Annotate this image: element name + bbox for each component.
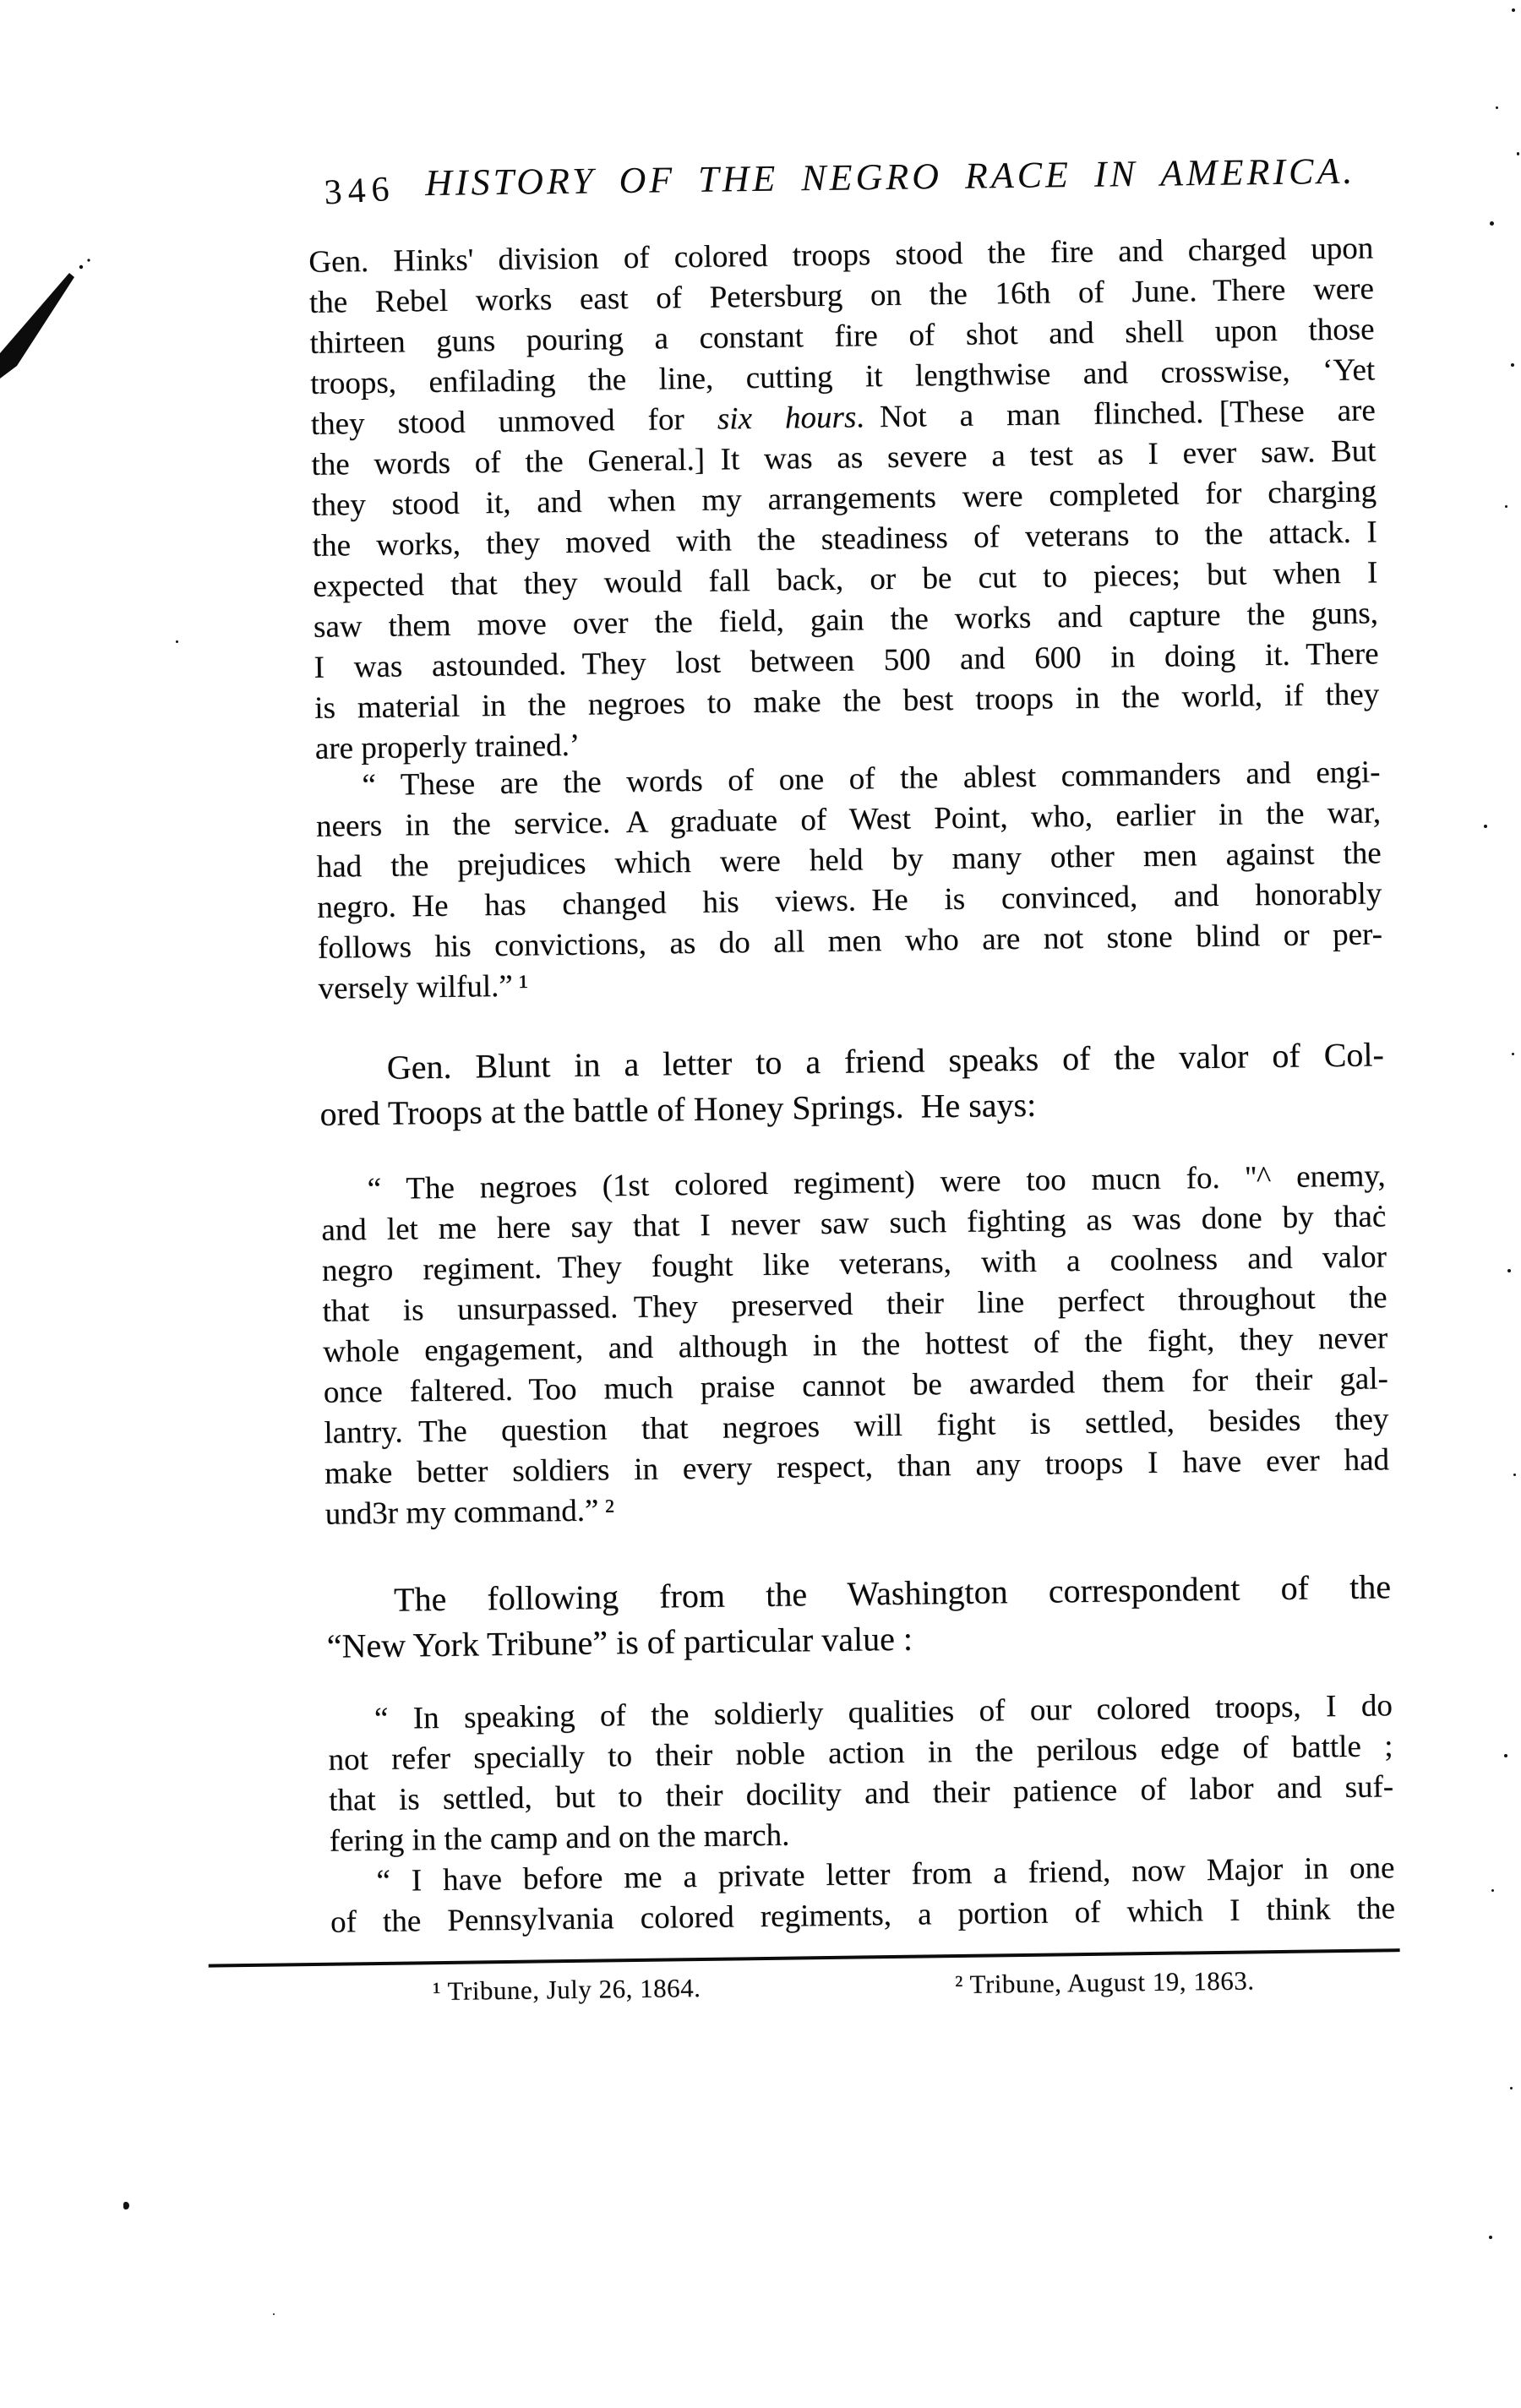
text-line: whole engagement, and although in the hottest of the fight, they never	[322, 1321, 1388, 1370]
scan-speck	[1512, 8, 1515, 12]
scan-speck	[1489, 2236, 1492, 2239]
text-line: ored Troops at the battle of Honey Springs. He says:	[319, 1085, 1037, 1133]
text-line: “ These are the words of one of the ablest commanders and engi-	[362, 755, 1381, 804]
paragraph	[319, 1032, 1385, 1136]
paragraph	[320, 1156, 1390, 1534]
text-line: “ In speaking of the soldierly qualities of our colored troops, I do	[373, 1688, 1393, 1737]
text-line: I was astounded. They lost between 500 and 600 in doing it. There	[313, 636, 1379, 685]
running-header	[323, 150, 1356, 213]
text-line: und3r my command.” ²	[324, 1493, 615, 1532]
text-line: versely wilful.” ¹	[318, 968, 529, 1006]
footnote-left: ¹ Tribune, July 26, 1864.	[432, 1973, 701, 2007]
text-line: neers in the service. A graduate of West Point, who, earlier in the war,	[315, 795, 1382, 844]
text-line: “ I have before me a private letter from a friend, now Major in one	[376, 1850, 1395, 1899]
scan-speck	[1513, 1474, 1516, 1476]
text-line: follows his convictions, as do all men who are not stone blind or per-	[317, 917, 1383, 966]
text-line: The following from the Washington correspondent of the	[393, 1567, 1392, 1619]
scan-speck	[1491, 1889, 1494, 1892]
paragraph	[330, 1848, 1395, 1942]
text-line: thirteen guns pouring a constant fire of shot and shell upon those	[309, 312, 1375, 361]
scan-speck	[1507, 1269, 1511, 1272]
scan-speck	[123, 2202, 129, 2209]
scan-speck	[1504, 1754, 1507, 1757]
footnote-right: ² Tribune, August 19, 1863.	[954, 1965, 1255, 2000]
scan-speck	[1484, 825, 1487, 828]
text-line: “ The negroes (1st colored regiment) were too mucn fo. ''^ enemy,	[367, 1158, 1386, 1207]
text-line: is material in the negroes to make the best troops in the world, if they	[314, 677, 1380, 726]
text-line: negro. He has changed his views. He is convinced, and honorably	[317, 876, 1382, 925]
text-line: and let me here say that I never saw such fighting as was done by thaċ	[321, 1199, 1387, 1248]
text-line: expected that they would fall back, or be cut to pieces; but when I	[313, 555, 1378, 604]
text-line: they stood unmoved for six hours. Not a man flinched. [These are	[310, 393, 1377, 442]
text-line: fering in the camp and on the march.	[329, 1817, 790, 1859]
text-line: Gen. Hinks' division of colored troops stood the fire and charged upon	[308, 231, 1374, 280]
scan-speck	[1510, 2087, 1513, 2089]
text-line: negro regiment. They fought like veterans, with a coolness and valor	[321, 1239, 1387, 1288]
text-line: are properly trained.’	[314, 727, 581, 766]
scan-speck	[1517, 152, 1519, 155]
text-line: that is unsurpassed. They preserved their line perfect throughout the	[322, 1280, 1387, 1329]
text-line: “New York Tribune” is of particular value :	[326, 1619, 913, 1665]
page-number: 346	[323, 169, 396, 213]
paragraph	[328, 1686, 1394, 1861]
text-line: that is settled, but to their docility and their patience of labor and suf-	[328, 1769, 1394, 1818]
text-line: of the Pennsylvania colored regiments, a portion of which I think the	[330, 1891, 1396, 1940]
text-line: they stood it, and when my arrangements were completed for charging	[311, 474, 1377, 523]
text-line: the works, they moved with the steadiness of veterans to the attack. I	[312, 515, 1377, 564]
text-line: make better soldiers in every respect, than any troops I have ever had	[324, 1442, 1390, 1491]
text-line: Gen. Blunt in a letter to a friend speaks of the valor of Col-	[386, 1035, 1385, 1087]
scan-speck	[1496, 106, 1498, 109]
text-line: once faltered. Too much praise cannot be awarded them for their gal-	[323, 1361, 1389, 1410]
scan-speck	[176, 640, 178, 643]
paragraph	[315, 752, 1383, 1009]
text-line: lantry. The question that negroes will fight is settled, besides they	[324, 1402, 1389, 1451]
scan-speck	[1512, 1053, 1514, 1055]
scan-speck	[1505, 505, 1507, 508]
text-line: the words of the General.] It was as severe a test as I ever saw. But	[311, 433, 1377, 482]
text-line: had the prejudices which were held by many other men against the	[316, 836, 1382, 885]
scan-speck	[273, 2313, 275, 2315]
paragraph	[326, 1564, 1392, 1669]
scan-speck	[1511, 363, 1514, 367]
text-line: troops, enfilading the line, cutting it lengthwise and crosswise, ‘Yet	[309, 352, 1376, 401]
footnote-rule	[209, 1948, 1400, 1967]
paragraph	[308, 228, 1380, 769]
text-line: not refer specially to their noble action in the perilous edge of battle ;	[328, 1729, 1393, 1778]
scan-speck	[1490, 221, 1494, 226]
text-line: the Rebel works east of Petersburg on the 16th of June. There were	[308, 271, 1375, 320]
text-line: saw them move over the field, gain the works and capture the guns,	[313, 596, 1379, 645]
running-title: HISTORY OF THE NEGRO RACE IN AMERICA.	[424, 150, 1356, 204]
